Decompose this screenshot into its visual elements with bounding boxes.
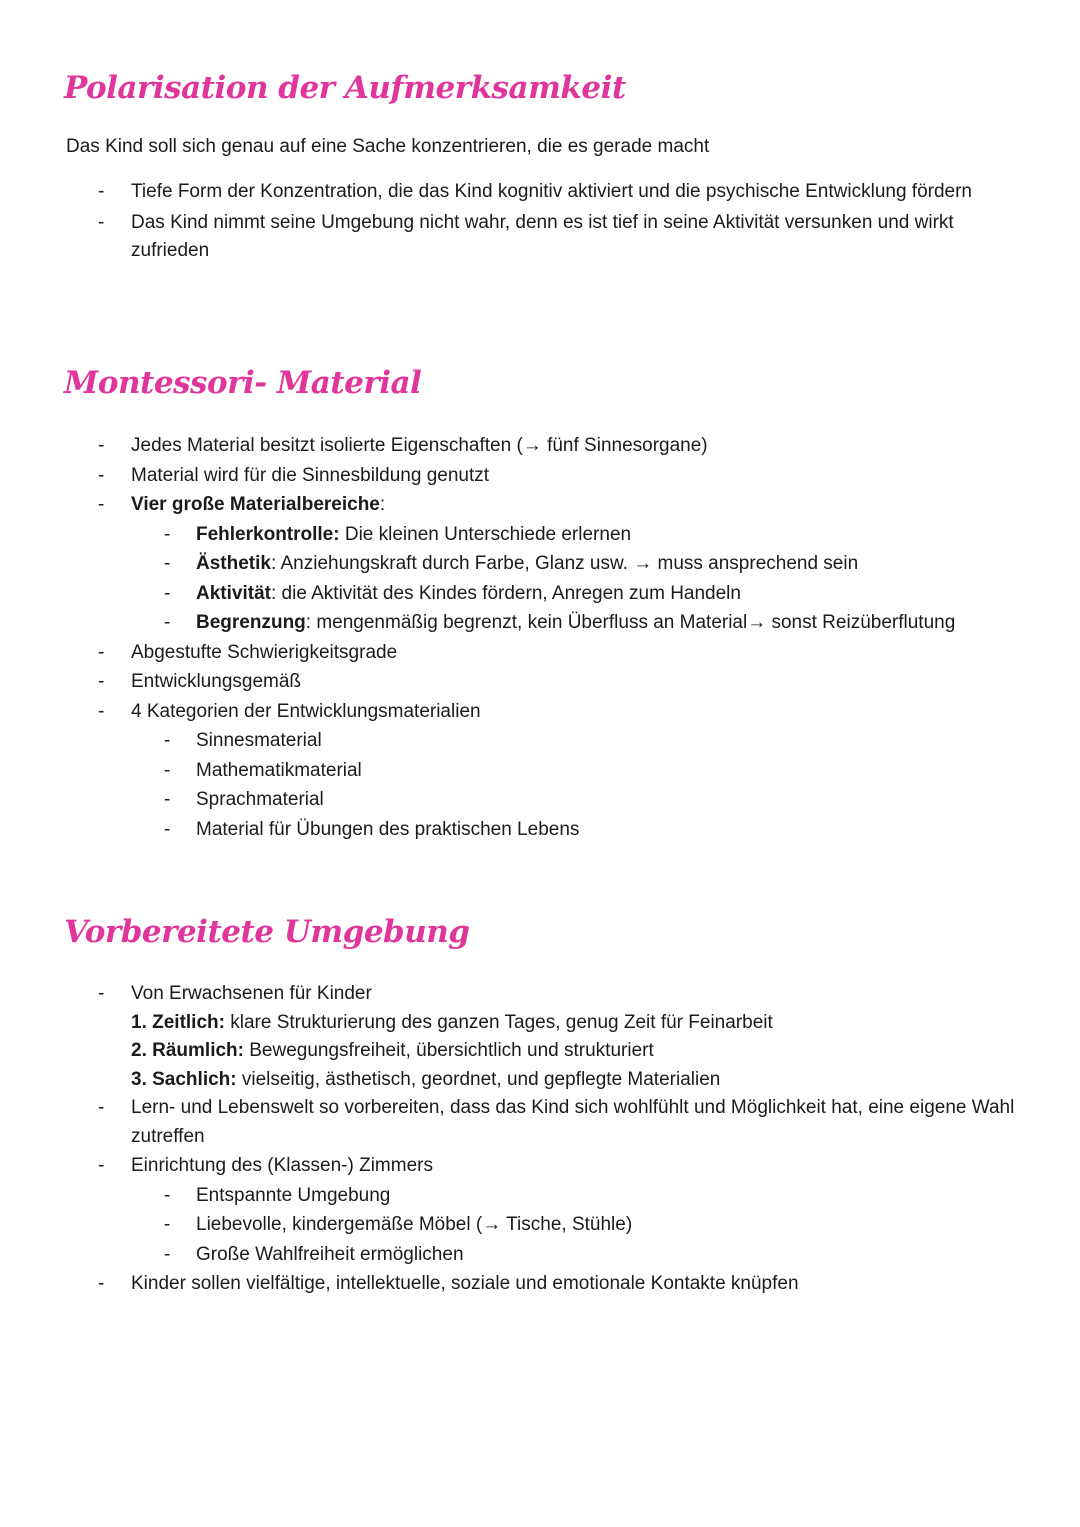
item-text: Abgestufte Schwierigkeitsgrade [131,641,398,663]
item-text: Von Erwachsenen für Kinder [131,983,372,1004]
list-item [0,697,1080,727]
item-text: Einrichtung des (Klassen-) Zimmers [131,1155,433,1176]
list-item [0,1094,1080,1151]
list-item [0,726,1080,756]
item-text: : mengenmäßig begrenzt, kein Überfluss an Material→ sonst Reizüberflutung [305,612,956,633]
item-bold-text: Vier große Materialbereiche [131,494,380,515]
list-item [0,1181,1080,1211]
list-item: - Tiefe Form der Konzentration, die das Kind kognitiv aktiviert und die psychische Entwicklung fördern [0,178,1080,207]
item-bold-text: Fehlerkontrolle: [196,523,340,545]
list-item [0,431,1080,461]
list-item [0,490,1080,520]
list-item [0,638,1080,668]
item-text: vielseitig, ästhetisch, geordnet, und gepflegte Materialien [236,1068,721,1090]
item-bold-text: 2. Räumlich: [131,1040,244,1061]
item-text: Bewegungsfreiheit, übersichtlich und strukturiert [243,1040,654,1061]
item-text: Lern- und Lebenswelt so vorbereiten, dass das Kind sich wohlfühlt und Möglichkeit hat, eine eigene Wahl zutreffen [131,1097,1015,1147]
list-item [0,667,1080,697]
list-item [0,1066,1080,1095]
list-item [0,1269,1080,1299]
section-title-polarisation: Polarisation der Aufmerksamkeit [64,70,626,106]
item-bold-text: Aktivität [196,582,271,604]
item-text: Jedes Material besitzt isolierte Eigenschaften (→ fünf Sinnesorgane) [131,435,708,456]
bullet-list-montessori-material [0,431,1080,844]
item-text: : [379,494,386,515]
list-item: - Das Kind nimmt seine Umgebung nicht wahr, denn es ist tief in seine Aktivität versunken und wirkt zufrieden [0,209,1080,266]
list-item [0,756,1080,786]
section-intro: Das Kind soll sich genau auf eine Sache konzentrieren, die es gerade macht [66,136,710,157]
list-item [0,579,1080,609]
list-item [0,980,1080,1009]
item-bold-text: 1. Zeitlich: [131,1011,225,1033]
list-item [0,549,1080,579]
item-text: Material wird für die Sinnesbildung genutzt [131,464,490,486]
list-item [0,1210,1080,1240]
list-item [0,608,1080,638]
item-text: Entwicklungsgemäß [131,671,302,692]
list-item [0,1151,1080,1181]
item-text: Die kleinen Unterschiede erlernen [339,523,632,545]
item-bold-text: 3. Sachlich: [131,1068,237,1090]
item-text: Große Wahlfreiheit ermöglichen [196,1243,464,1265]
item-text: Material für Übungen des praktischen Lebens [196,818,580,840]
list-item [0,785,1080,815]
item-text: Mathematikmaterial [196,759,362,781]
item-text: klare Strukturierung des ganzen Tages, genug Zeit für Feinarbeit [224,1011,773,1033]
list-item [0,1240,1080,1270]
list-item [0,1009,1080,1038]
item-text: Sprachmaterial [196,789,324,810]
item-text: : Anziehungskraft durch Farbe, Glanz usw. → muss ansprechend sein [270,553,859,574]
list-item [0,520,1080,550]
bullet-list-polarisation [0,178,1080,266]
item-text: 4 Kategorien der Entwicklungsmaterialien [131,700,481,722]
item-text: Entspannte Umgebung [196,1184,391,1206]
bullet-list-vorbereitete-umgebung [0,980,1080,1299]
item-bold-text: Ästhetik [196,553,271,574]
list-item [0,1037,1080,1066]
item-text: Sinnesmaterial [196,730,322,751]
section-title-vorbereitete-umgebung: Vorbereitete Umgebung [64,914,470,950]
list-item [0,815,1080,845]
section-title-montessori-material: Montessori- Material [64,365,422,401]
item-text: Liebevolle, kindergemäße Möbel (→ Tische, Stühle) [196,1214,633,1235]
item-text: : die Aktivität des Kindes fördern, Anregen zum Handeln [270,582,741,604]
list-item [0,461,1080,491]
item-bold-text: Begrenzung [196,612,306,633]
item-text: Kinder sollen vielfältige, intellektuelle, soziale und emotionale Kontakte knüpfen [131,1273,799,1294]
